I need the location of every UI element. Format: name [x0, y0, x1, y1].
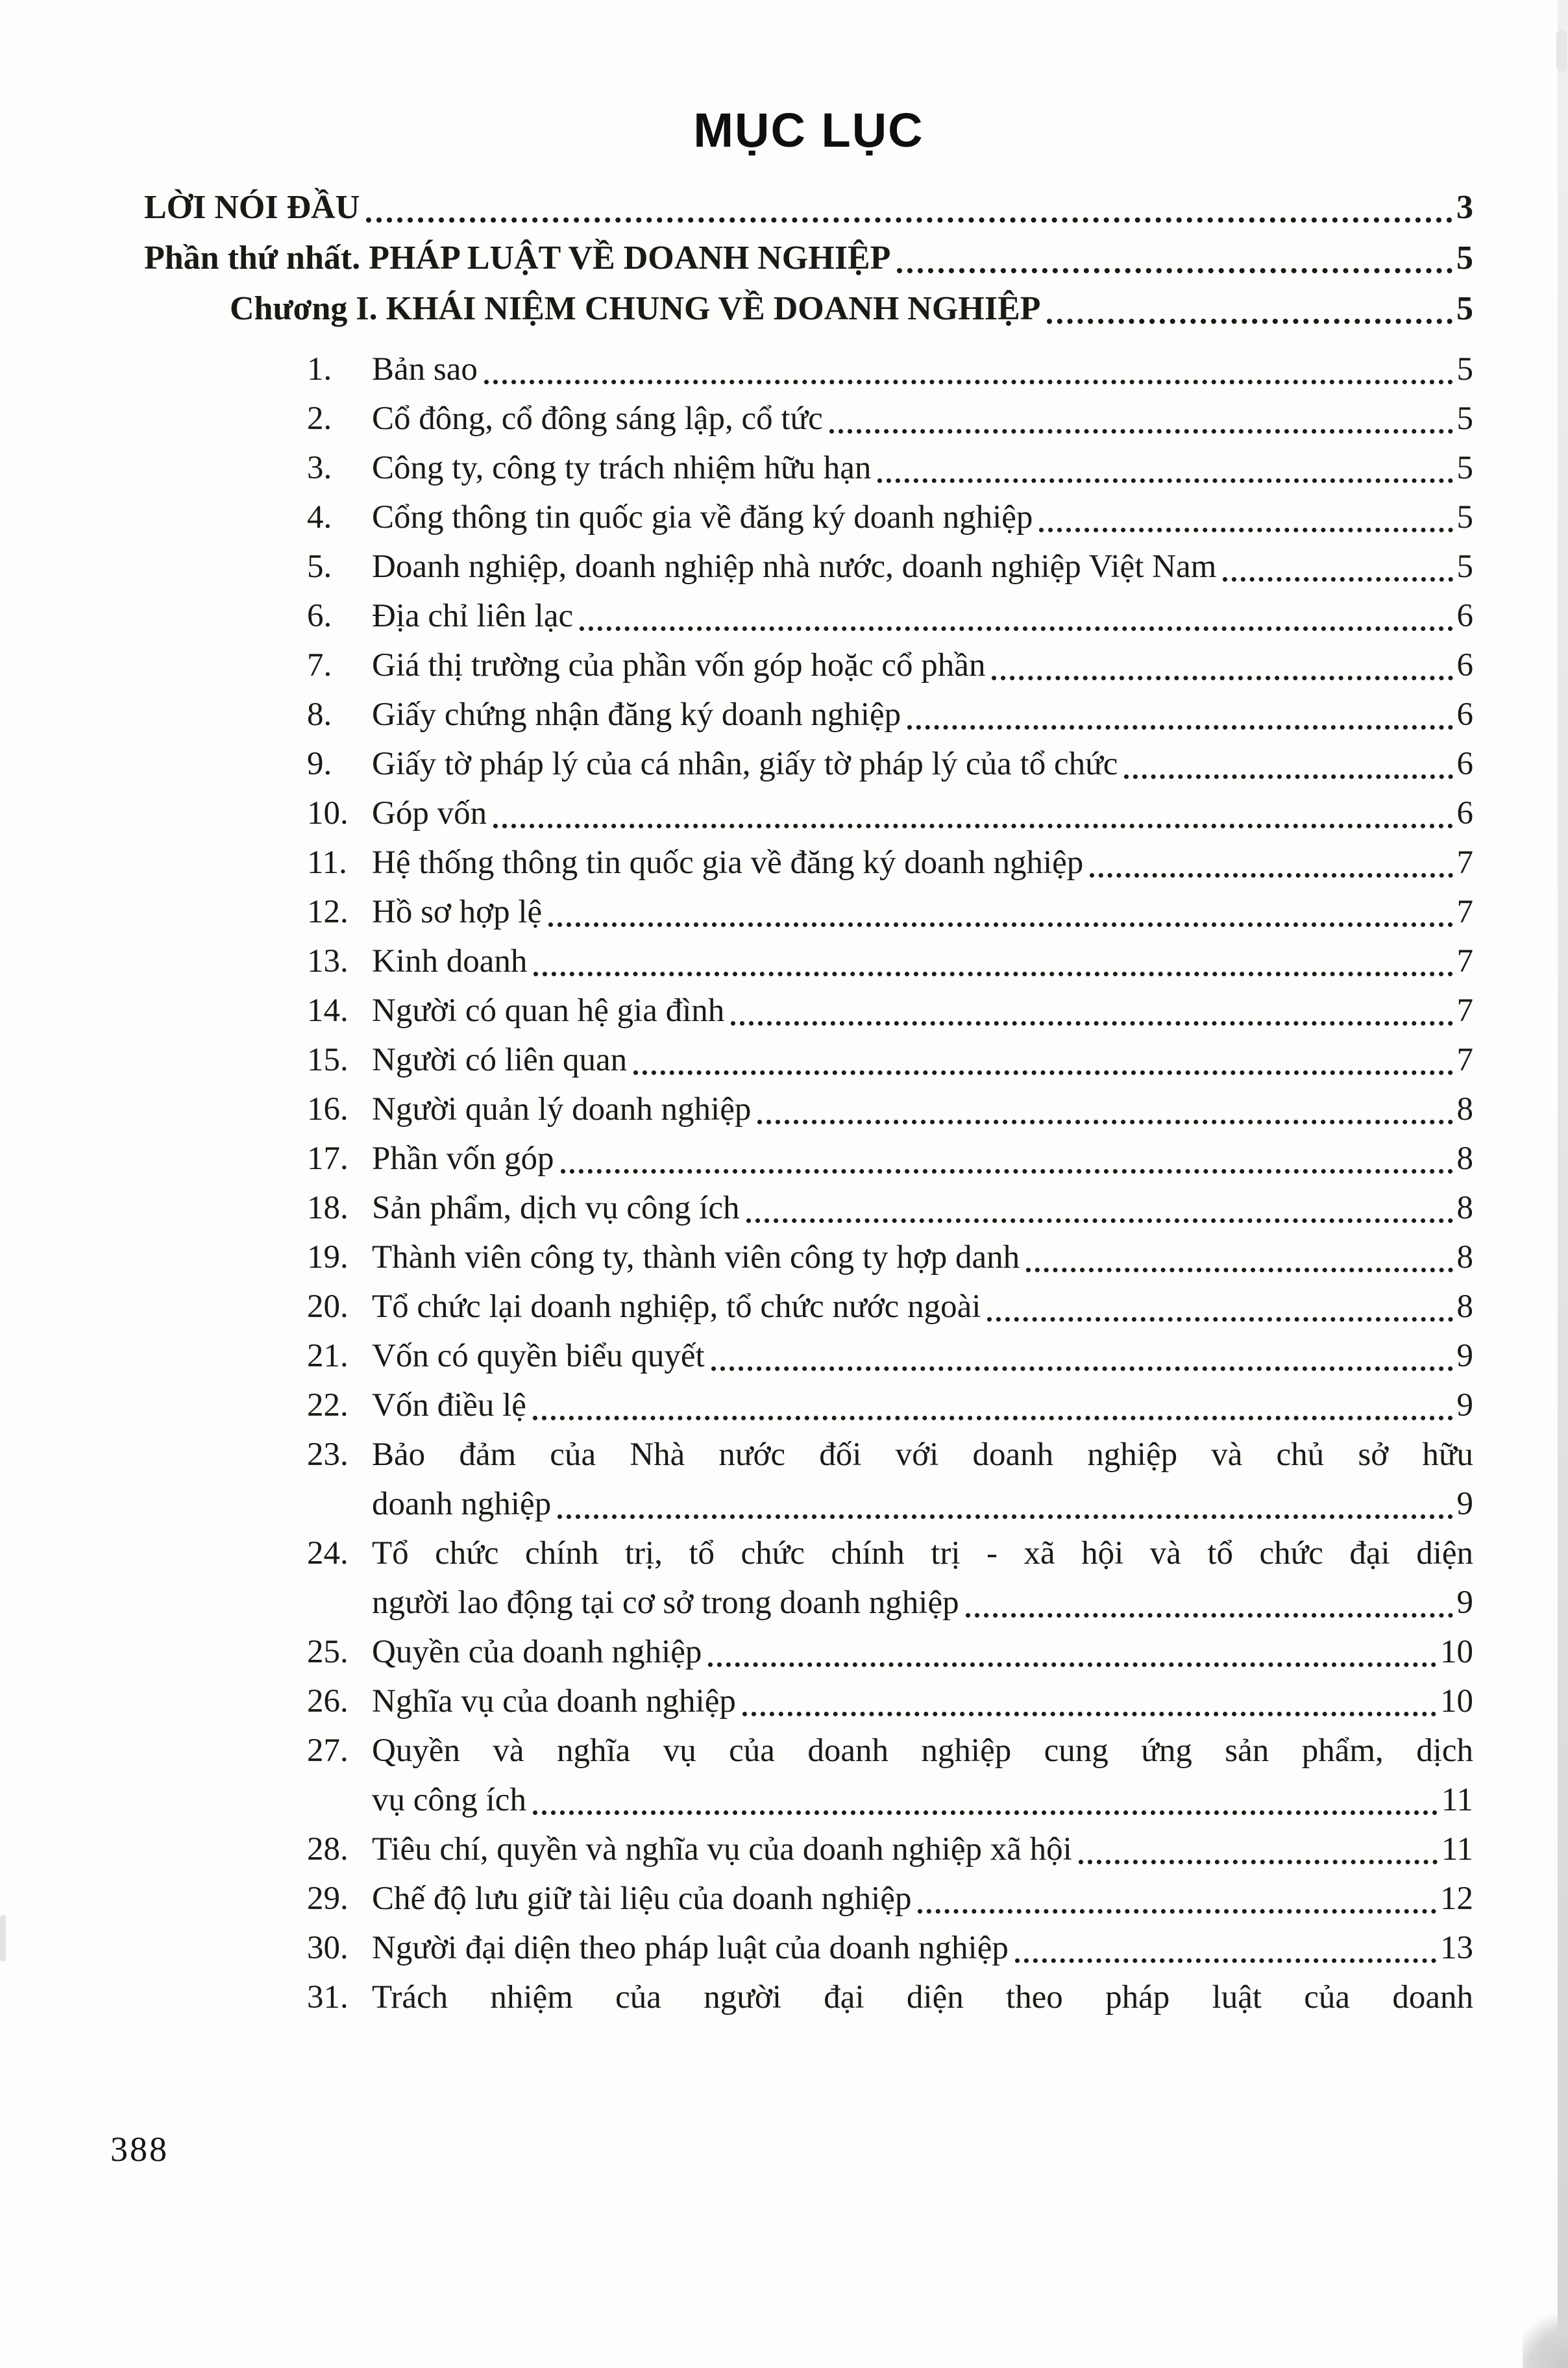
entry-text: vụ công ích	[372, 1782, 526, 1819]
entry-number: 18.	[307, 1190, 349, 1227]
entry-page: 6	[1456, 647, 1473, 684]
entry-page: 6	[1456, 697, 1473, 734]
dot-leader	[1015, 1958, 1436, 1963]
toc-entry	[307, 1381, 1473, 1430]
toc-entry	[307, 1627, 1473, 1677]
entry-page: 8	[1456, 1289, 1473, 1326]
dot-leader	[877, 478, 1452, 483]
entry-last-line	[372, 1381, 1473, 1430]
entry-page: 5	[1456, 549, 1473, 586]
toc-entry	[307, 1677, 1473, 1726]
entry-body	[372, 641, 1473, 690]
entry-text: Tiêu chí, quyền và nghĩa vụ của doanh nghiệp xã hội	[372, 1831, 1072, 1868]
toc-entry	[307, 1085, 1473, 1134]
dot-leader	[966, 1613, 1453, 1618]
entry-page: 6	[1456, 598, 1473, 635]
entry-number: 13.	[307, 943, 349, 980]
dot-leader	[711, 1366, 1453, 1371]
dot-leader	[1124, 774, 1452, 779]
entry-text: Người quản lý doanh nghiệp	[372, 1091, 752, 1128]
entry-number: 27.	[307, 1733, 349, 1770]
entry-last-line	[372, 443, 1473, 493]
front-entry-label: Phần thứ nhất. PHÁP LUẬT VỀ DOANH NGHIỆP	[144, 240, 891, 277]
entry-text: Hồ sơ hợp lệ	[372, 894, 543, 931]
entry-body	[372, 1726, 1473, 1825]
entry-number: 8.	[307, 697, 332, 734]
entry-last-line	[372, 1233, 1473, 1282]
entry-body	[372, 1677, 1473, 1726]
entry-number: 22.	[307, 1387, 349, 1424]
entry-page: 8	[1456, 1239, 1473, 1276]
toc-entry	[307, 1923, 1473, 1973]
entry-text: Kinh doanh	[372, 943, 528, 980]
entry-page: 12	[1440, 1881, 1473, 1918]
entry-last-line	[372, 937, 1473, 986]
entry-page: 5	[1456, 351, 1473, 388]
entry-last-line	[372, 591, 1473, 641]
entry-page: 7	[1456, 894, 1473, 931]
entry-text: Công ty, công ty trách nhiệm hữu hạn	[372, 450, 872, 487]
dot-leader	[1223, 577, 1452, 582]
front-entry-label: LỜI NÓI ĐẦU	[144, 189, 360, 227]
entry-page: 13	[1440, 1930, 1473, 1967]
dot-leader	[484, 380, 1453, 384]
dot-leader	[992, 676, 1452, 680]
dot-leader	[366, 217, 1452, 223]
entry-last-line	[372, 1035, 1473, 1085]
toc-entry	[307, 739, 1473, 789]
entry-body	[372, 591, 1473, 641]
entry-text: Phần vốn góp	[372, 1141, 554, 1178]
toc-entry	[307, 1035, 1473, 1085]
toc-entry	[307, 443, 1473, 493]
toc-entry-list	[307, 345, 1473, 2022]
entry-text: người lao động tại cơ sở trong doanh nghiệp	[372, 1585, 959, 1622]
entry-number: 29.	[307, 1881, 349, 1918]
folio-page-number: 388	[110, 2130, 169, 2169]
front-matter-list	[144, 182, 1473, 334]
entry-body	[372, 1085, 1473, 1134]
entry-page: 8	[1456, 1190, 1473, 1227]
toc-entry	[307, 838, 1473, 887]
dot-leader	[580, 626, 1452, 631]
toc-entry	[307, 1874, 1473, 1923]
entry-text: Người có quan hệ gia đình	[372, 993, 725, 1030]
entry-number: 6.	[307, 598, 332, 635]
entry-page: 9	[1456, 1585, 1473, 1622]
entry-body	[372, 690, 1473, 739]
entry-number: 16.	[307, 1091, 349, 1128]
entry-body	[372, 887, 1473, 937]
entry-number: 19.	[307, 1239, 349, 1276]
entry-page: 5	[1456, 499, 1473, 536]
entry-number: 3.	[307, 450, 332, 487]
entry-text: Bảo đảm của Nhà nước đối với doanh nghiệp và chủ sở hữu	[372, 1437, 1473, 1474]
entry-page: 10	[1440, 1634, 1473, 1671]
entry-number: 17.	[307, 1141, 349, 1178]
toc-entry	[307, 1973, 1473, 2022]
toc-entry	[307, 887, 1473, 937]
entry-last-line	[372, 838, 1473, 887]
entry-text: Trách nhiệm của người đại diện theo pháp luật của doanh	[372, 1979, 1473, 2016]
dot-leader	[1026, 1268, 1452, 1272]
entry-number: 7.	[307, 647, 332, 684]
dot-leader	[1079, 1860, 1438, 1864]
entry-page: 9	[1456, 1486, 1473, 1523]
entry-body	[372, 1973, 1473, 2022]
toc-entry	[307, 1726, 1473, 1825]
entry-text: Doanh nghiệp, doanh nghiệp nhà nước, doanh nghiệp Việt Nam	[372, 549, 1217, 586]
toc-entry	[307, 690, 1473, 739]
entry-body	[372, 937, 1473, 986]
entry-last-line	[372, 986, 1473, 1035]
dot-leader	[561, 1169, 1453, 1174]
entry-last-line	[372, 1578, 1473, 1627]
entry-body	[372, 1874, 1473, 1923]
entry-last-line	[372, 641, 1473, 690]
entry-text: Tổ chức lại doanh nghiệp, tổ chức nước ngoài	[372, 1289, 981, 1326]
entry-text: Giá thị trường của phần vốn góp hoặc cổ phần	[372, 647, 986, 684]
entry-text: Tổ chức chính trị, tổ chức chính trị - xã hội và tổ chức đại diện	[372, 1535, 1473, 1572]
entry-text: Người đại diện theo pháp luật của doanh nghiệp	[372, 1930, 1009, 1967]
entry-last-line	[372, 1331, 1473, 1381]
entry-number: 25.	[307, 1634, 349, 1671]
toc-entry	[307, 542, 1473, 591]
toc-entry	[307, 1134, 1473, 1183]
entry-number: 10.	[307, 795, 349, 832]
dot-leader	[757, 1120, 1452, 1124]
entry-text: Giấy chứng nhận đăng ký doanh nghiệp	[372, 697, 901, 734]
toc-entry	[307, 1282, 1473, 1331]
entry-page: 5	[1456, 401, 1473, 438]
entry-body	[372, 542, 1473, 591]
toc-entry	[307, 937, 1473, 986]
entry-last-line	[372, 1134, 1473, 1183]
entry-number: 12.	[307, 894, 349, 931]
dot-leader	[1039, 528, 1452, 532]
dot-leader	[1090, 873, 1452, 878]
front-entry-page: 5	[1456, 290, 1473, 328]
entry-body	[372, 1035, 1473, 1085]
dot-leader	[731, 1021, 1452, 1026]
entry-text: doanh nghiệp	[372, 1486, 552, 1523]
entry-page: 7	[1456, 993, 1473, 1030]
entry-body	[372, 1331, 1473, 1381]
entry-body	[372, 789, 1473, 838]
entry-last-line	[372, 1183, 1473, 1233]
entry-text: Vốn có quyền biểu quyết	[372, 1338, 705, 1375]
dot-leader	[918, 1909, 1436, 1914]
entry-body	[372, 838, 1473, 887]
front-entry	[144, 182, 1473, 233]
front-entry-page: 3	[1456, 189, 1473, 227]
entry-text: Cổ đông, cổ đông sáng lập, cổ tức	[372, 401, 823, 438]
dot-leader	[533, 1416, 1453, 1420]
entry-page: 5	[1456, 450, 1473, 487]
toc-entry	[307, 1529, 1473, 1627]
entry-last-line	[372, 1282, 1473, 1331]
entry-number: 28.	[307, 1831, 349, 1868]
dot-leader	[557, 1514, 1452, 1519]
entry-number: 2.	[307, 401, 332, 438]
entry-last-line	[372, 345, 1473, 394]
entry-body	[372, 1134, 1473, 1183]
entry-number: 11.	[307, 845, 347, 882]
entry-number: 9.	[307, 746, 332, 783]
entry-last-line	[372, 1479, 1473, 1529]
entry-page: 7	[1456, 943, 1473, 980]
entry-text: Bản sao	[372, 351, 478, 388]
entry-last-line	[372, 542, 1473, 591]
toc-entry	[307, 641, 1473, 690]
entry-body	[372, 1430, 1473, 1529]
toc-entry	[307, 1430, 1473, 1529]
entry-number: 31.	[307, 1979, 349, 2016]
entry-text: Sản phẩm, dịch vụ công ích	[372, 1190, 740, 1227]
entry-page: 8	[1456, 1091, 1473, 1128]
entry-text: Nghĩa vụ của doanh nghiệp	[372, 1683, 736, 1720]
entry-number: 5.	[307, 549, 332, 586]
dot-leader	[746, 1218, 1453, 1223]
dot-leader	[1047, 319, 1452, 324]
entry-text: Quyền và nghĩa vụ của doanh nghiệp cung ứng sản phẩm, dịch	[372, 1733, 1473, 1770]
entry-text: Hệ thống thông tin quốc gia về đăng ký doanh nghiệp	[372, 845, 1084, 882]
toc-entry	[307, 986, 1473, 1035]
scan-artifact-bottom-right	[1523, 2303, 1568, 2368]
entry-number: 15.	[307, 1042, 349, 1079]
entry-number: 24.	[307, 1535, 349, 1572]
entry-last-line	[372, 1085, 1473, 1134]
entry-body	[372, 1923, 1473, 1973]
entry-page: 6	[1456, 795, 1473, 832]
dot-leader	[493, 824, 1452, 828]
entry-page: 7	[1456, 845, 1473, 882]
dot-leader	[742, 1712, 1436, 1716]
entry-number: 14.	[307, 993, 349, 1030]
entry-body	[372, 1233, 1473, 1282]
entry-page: 10	[1440, 1683, 1473, 1720]
dot-leader	[548, 922, 1452, 927]
toc-entry	[307, 493, 1473, 542]
dot-leader	[907, 725, 1452, 730]
entry-text: Thành viên công ty, thành viên công ty hợp danh	[372, 1239, 1020, 1276]
entry-last-line	[372, 1923, 1473, 1973]
entry-last-line	[372, 394, 1473, 443]
entry-number: 30.	[307, 1930, 349, 1967]
toc-entry	[307, 394, 1473, 443]
entry-text: Góp vốn	[372, 795, 487, 832]
entry-last-line	[372, 690, 1473, 739]
entry-page: 11	[1441, 1831, 1473, 1868]
entry-last-line	[372, 1874, 1473, 1923]
entry-last-line	[372, 887, 1473, 937]
entry-page: 6	[1456, 746, 1473, 783]
front-entry	[144, 233, 1473, 284]
entry-page: 9	[1456, 1387, 1473, 1424]
entry-body	[372, 1825, 1473, 1874]
scan-artifact-top-right	[1556, 30, 1567, 71]
entry-body	[372, 739, 1473, 789]
entry-number: 20.	[307, 1289, 349, 1326]
entry-page: 11	[1441, 1782, 1473, 1819]
toc-entry	[307, 789, 1473, 838]
entry-number: 1.	[307, 351, 332, 388]
entry-body	[372, 986, 1473, 1035]
entry-text: Giấy tờ pháp lý của cá nhân, giấy tờ pháp lý của tổ chức	[372, 746, 1118, 783]
dot-leader	[897, 268, 1452, 273]
entry-last-line	[372, 1627, 1473, 1677]
dot-leader	[829, 429, 1453, 434]
entry-body	[372, 493, 1473, 542]
toc-entry	[307, 1183, 1473, 1233]
entry-last-line	[372, 739, 1473, 789]
front-entry-label: Chương I. KHÁI NIỆM CHUNG VỀ DOANH NGHIỆP	[230, 290, 1041, 328]
entry-last-line	[372, 1775, 1473, 1825]
scan-edge-right	[1558, 0, 1568, 2368]
toc-entry	[307, 1233, 1473, 1282]
entry-number: 23.	[307, 1437, 349, 1474]
entry-text: Chế độ lưu giữ tài liệu của doanh nghiệp	[372, 1881, 912, 1918]
entry-body	[372, 443, 1473, 493]
toc-entry	[307, 1825, 1473, 1874]
entry-page: 9	[1456, 1338, 1473, 1375]
dot-leader	[533, 972, 1452, 976]
entry-text: Cổng thông tin quốc gia về đăng ký doanh nghiệp	[372, 499, 1033, 536]
entry-number: 26.	[307, 1683, 349, 1720]
entry-text: Quyền của doanh nghiệp	[372, 1634, 702, 1671]
scan-artifact-left	[0, 1915, 6, 1962]
entry-text: Địa chỉ liên lạc	[372, 598, 574, 635]
entry-body	[372, 394, 1473, 443]
entry-body	[372, 1282, 1473, 1331]
entry-body	[372, 345, 1473, 394]
front-entry-page: 5	[1456, 240, 1473, 277]
page-title: MỤC LỤC	[693, 103, 924, 157]
entry-body	[372, 1183, 1473, 1233]
entry-last-line	[372, 1825, 1473, 1874]
dot-leader	[708, 1662, 1436, 1667]
entry-page: 7	[1456, 1042, 1473, 1079]
entry-text: Người có liên quan	[372, 1042, 628, 1079]
front-entry	[230, 284, 1473, 334]
entry-last-line	[372, 1677, 1473, 1726]
toc-entry	[307, 345, 1473, 394]
entry-text: Vốn điều lệ	[372, 1387, 526, 1424]
dot-leader	[987, 1317, 1452, 1322]
entry-page: 8	[1456, 1141, 1473, 1178]
entry-last-line	[372, 789, 1473, 838]
toc-entry	[307, 1331, 1473, 1381]
entry-body	[372, 1627, 1473, 1677]
entry-body	[372, 1529, 1473, 1627]
toc-content	[144, 104, 1473, 2022]
toc-entry	[307, 591, 1473, 641]
entry-number: 21.	[307, 1338, 349, 1375]
dot-leader	[533, 1810, 1438, 1815]
entry-number: 4.	[307, 499, 332, 536]
entry-body	[372, 1381, 1473, 1430]
dot-leader	[633, 1070, 1452, 1075]
entry-last-line	[372, 493, 1473, 542]
